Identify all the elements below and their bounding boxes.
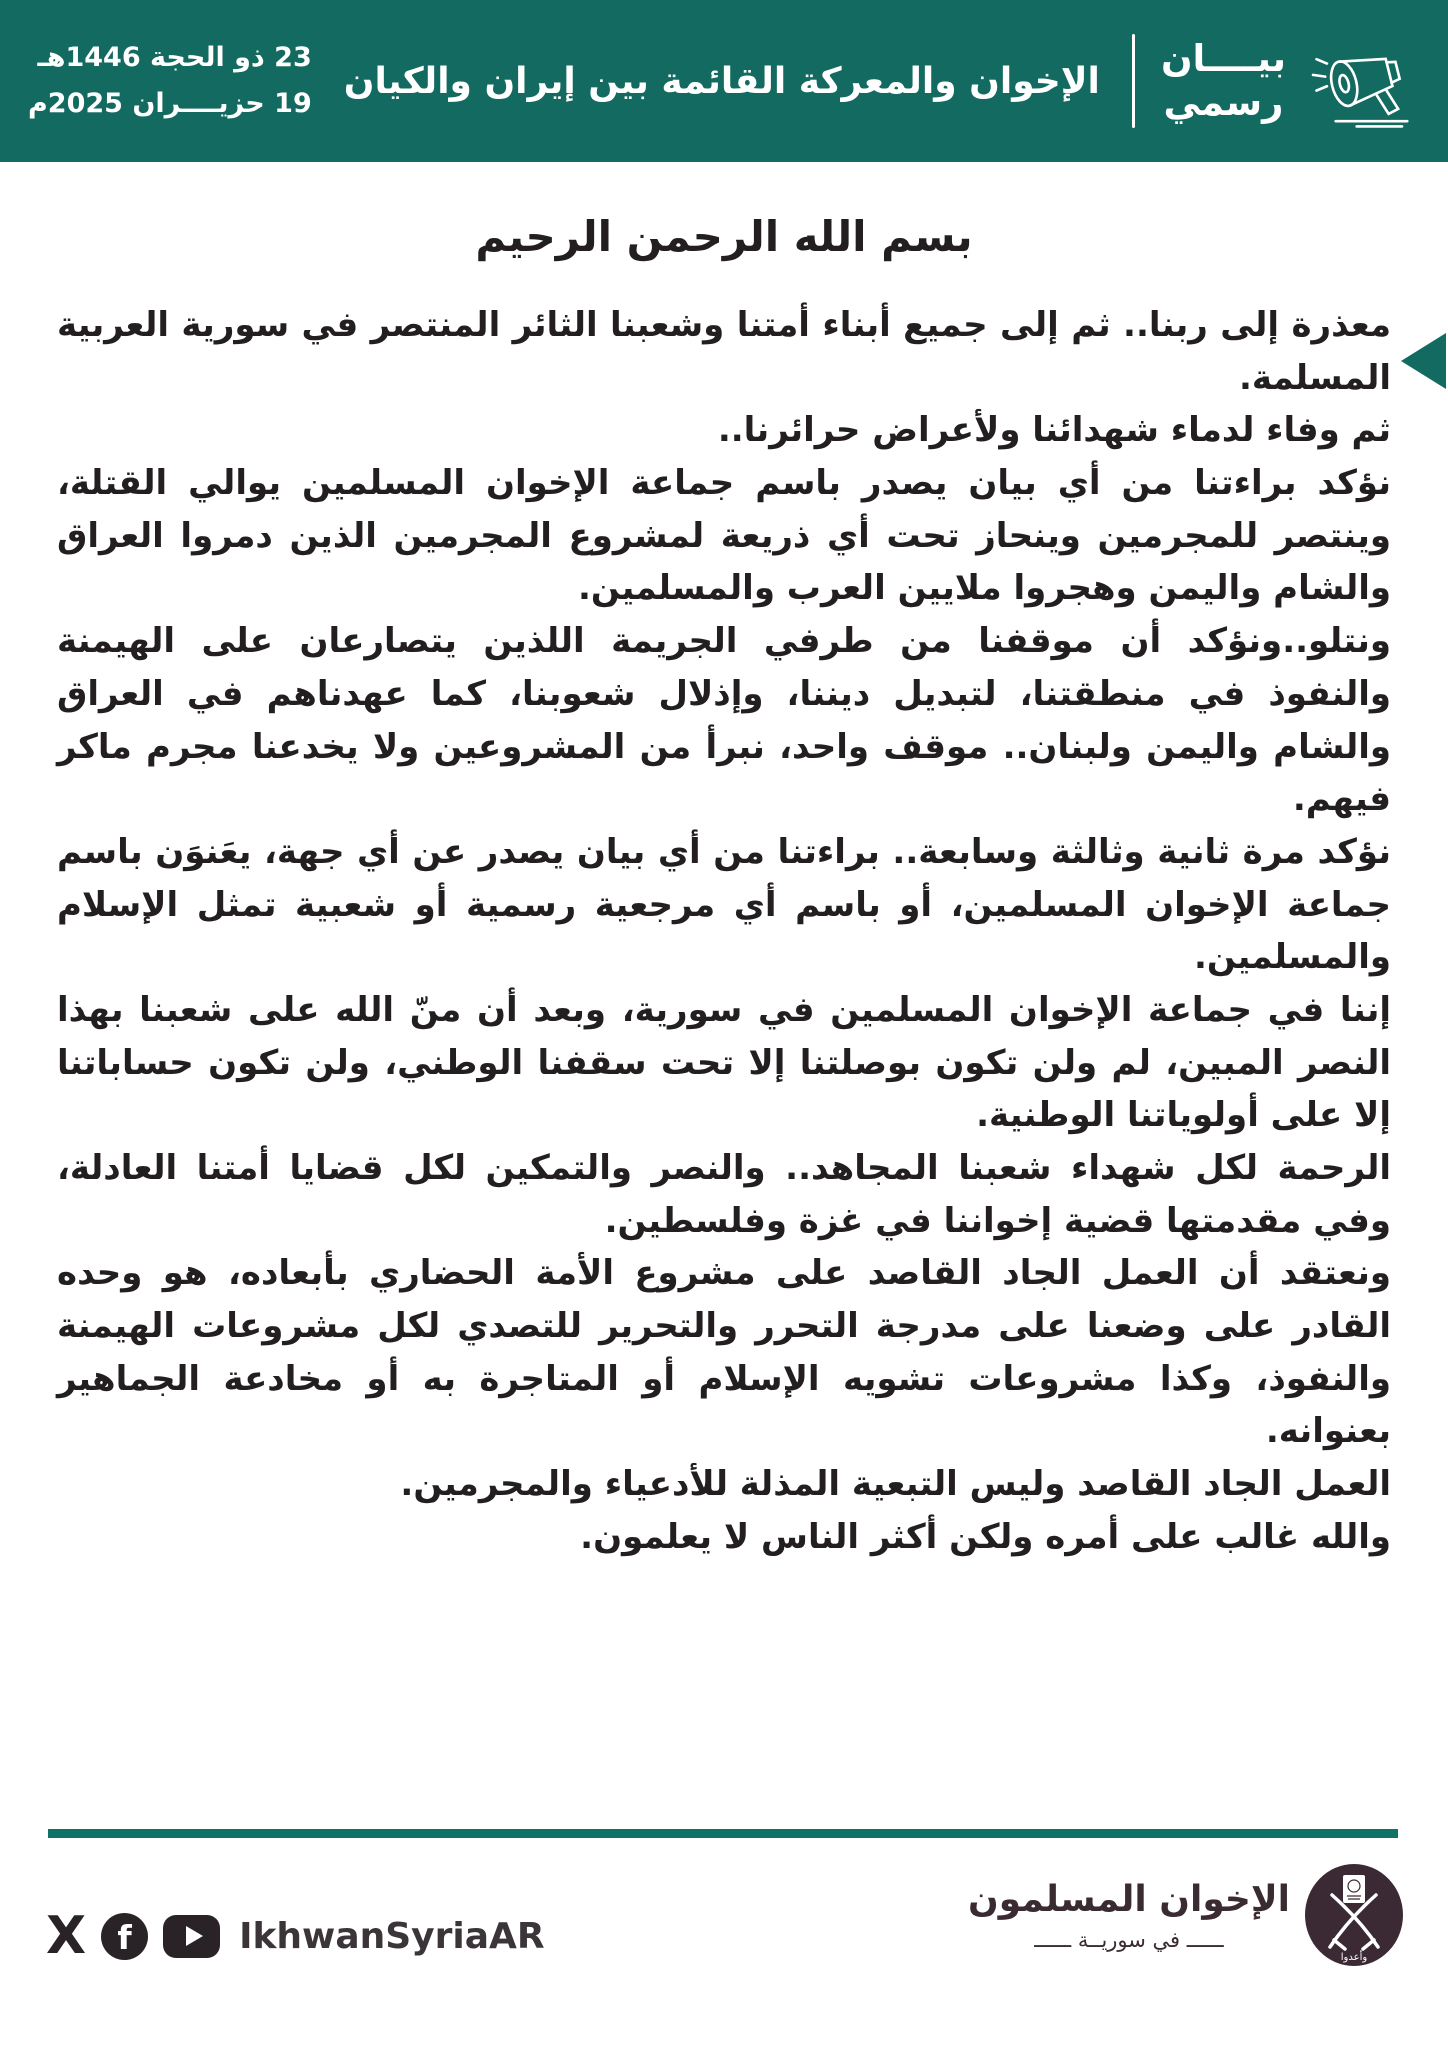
megaphone-icon	[1302, 33, 1420, 129]
emblem-motto: وأعدوا	[1340, 1952, 1368, 1963]
organization-name-block	[968, 1879, 1290, 1952]
youtube-icon[interactable]	[163, 1915, 220, 1958]
statement-title: الإخوان والمعركة القائمة بين إيران والكيان	[343, 60, 1100, 102]
badge-label	[1161, 37, 1286, 126]
official-statement-badge	[1132, 33, 1420, 129]
paragraph: نؤكد مرة ثانية وثالثة وسابعة.. براءتنا من أي بيان يصدر عن أي جهة، يعَنوَن باسم جماعة الإخوان المسلمين، أو باسم أي مرجعية رسمية أو شعبية تمثل الإسلام والمسلمين.	[57, 831, 1391, 978]
social-links	[46, 1906, 545, 1966]
footer-divider	[48, 1829, 1398, 1838]
hijri-date: 23 ذو الحجة 1446هـ	[37, 42, 312, 74]
badge-label-line2: رسمي	[1163, 81, 1284, 124]
social-handle[interactable]: IkhwanSyriaAR	[239, 1915, 545, 1957]
bookmark-marker	[1401, 333, 1446, 389]
header-bar	[0, 0, 1448, 162]
paragraph: ونعتقد أن العمل الجاد القاصد على مشروع الأمة الحضاري بأبعاده، هو وحده القادر على وضعنا على مدرجة التحرر والتحرير للتصدي لكل مشروعات الهيمنة والنفوذ، وكذا مشروعات تشويه الإسلام أو المتاجرة به أو مخادعة الجماهير بعنوانه.	[57, 1253, 1391, 1452]
organization-name: الإخوان المسلمون	[967, 1878, 1290, 1920]
paragraph: معذرة إلى ربنا.. ثم إلى جميع أبناء أمتنا وشعبنا الثائر المنتصر في سورية العربية المسلمة.	[57, 305, 1391, 398]
paragraph: إننا في جماعة الإخوان المسلمين في سورية، وبعد أن منّ الله على شعبنا بهذا النصر المبين، لم ولن تكون بوصلتنا إلا تحت سقفنا الوطني، ولن تكون حساباتنا إلا على أولوياتنا الوطنية.	[57, 989, 1391, 1136]
paragraph: ثم وفاء لدماء شهدائنا ولأعراض حرائرنا..	[717, 410, 1391, 451]
paragraph: نؤكد براءتنا من أي بيان يصدر باسم جماعة الإخوان المسلمين يوالي القتلة، وينتصر للمجرمين وينحاز تحت أي ذريعة لمشروع المجرمين الذين دمروا العراق والشام واليمن وهجروا ملايين العرب والمسلمين.	[57, 463, 1391, 609]
paragraph: الرحمة لكل شهداء شعبنا المجاهد.. والنصر والتمكين لكل قضايا أمتنا العادلة، وفي مقدمتها قضية إخواننا في غزة وفلسطين.	[57, 1148, 1391, 1241]
paragraph: والله غالب على أمره ولكن أكثر الناس لا يعلمون.	[580, 1516, 1391, 1557]
date-block	[28, 35, 312, 127]
gregorian-date: 19 حزيــــران 2025م	[28, 88, 312, 119]
badge-label-line1: بيــــان	[1160, 36, 1286, 80]
play-triangle	[186, 1926, 203, 1946]
facebook-icon[interactable]: f	[101, 1913, 148, 1960]
paragraph: العمل الجاد القاصد وليس التبعية المذلة للأدعياء والمجرمين.	[400, 1464, 1391, 1505]
organization-signature	[968, 1862, 1404, 1968]
x-twitter-icon[interactable]: X	[46, 1906, 87, 1966]
paragraph: ونتلو..ونؤكد أن موقفنا من طرفي الجريمة اللذين يتصارعان على الهيمنة والنفوذ في منطقتنا، لتبديل ديننا، وإذلال شعوبنا، كما عهدناهم في العراق والشام واليمن ولبنان.. موقف واحد، نبرأ من المشروعين ولا يخدعنا مجرم ماكر فيهم.	[57, 621, 1391, 820]
vertical-divider	[1132, 34, 1135, 128]
basmala: بسم الله الرحمن الرحيم	[475, 212, 973, 261]
muslim-brotherhood-emblem-icon	[1304, 1862, 1404, 1968]
statement-body	[57, 299, 1391, 1564]
organization-location: ــــــ في سوريــة ــــــ	[1034, 1927, 1224, 1952]
